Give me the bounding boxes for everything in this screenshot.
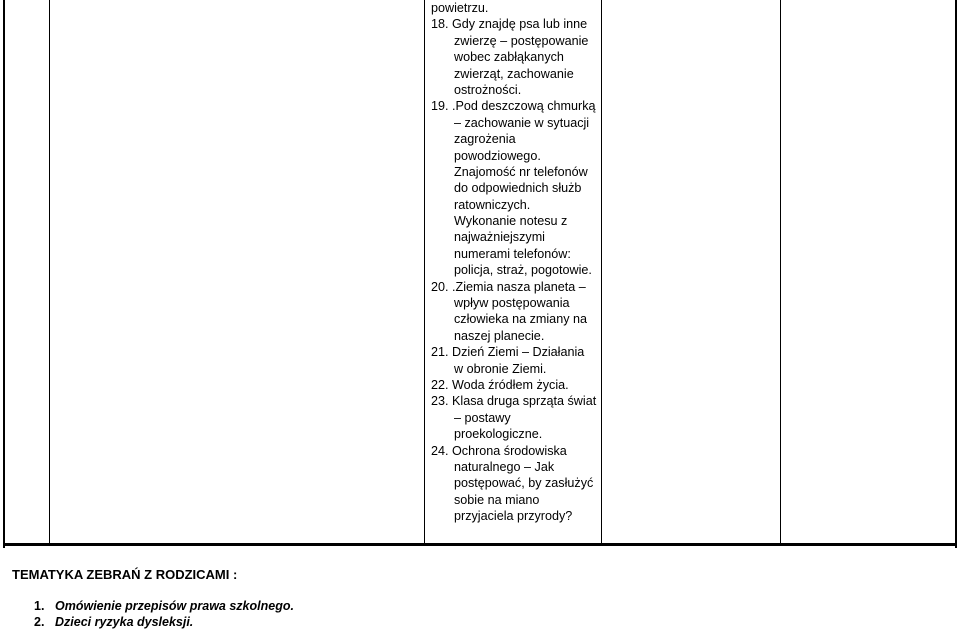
cell-line: wobec zabłąkanych [454,50,564,65]
cell-line: proekologiczne. [454,427,543,442]
cell-line: 21. Dzień Ziemi – Działania [431,345,585,360]
cell-line: policja, straż, pogotowie. [454,263,592,278]
list-item [34,598,294,614]
cell-line: najważniejszymi [454,230,545,245]
meetings-list [34,598,294,630]
cell-line: powietrzu. [431,1,489,15]
list-item-number: 2. [34,615,45,629]
cell-line: ostrożności. [454,82,522,97]
cell-line: zwierząt, zachowanie [454,66,574,81]
cell-line: 20. .Ziemia nasza planeta – [431,279,586,294]
cell-line: 18. Gdy znajdę psa lub inne [431,17,588,32]
table-border-col1 [49,0,50,546]
table-border-right [955,0,957,548]
list-item-number: 1. [34,599,45,613]
list-item [34,614,294,630]
cell-line: naszej planecie. [454,328,545,343]
table-border-left [3,0,5,548]
cell-line: naturalnego – Jak [454,459,555,474]
cell-line: – zachowanie w sytuacji [454,115,590,130]
cell-line: sobie na miano [454,492,540,507]
cell-line: powodziowego. [454,148,541,163]
section-heading: TEMATYKA ZEBRAŃ Z RODZICAMI : [12,567,238,582]
cell-line: 19. .Pod deszczową chmurką [431,99,596,114]
table-cell-topics [431,0,601,525]
cell-line: człowieka na zmiany na [454,312,587,327]
cell-line: zwierzę – postępowanie [454,33,589,48]
cell-line: ratowniczych. [454,197,531,212]
cell-line: do odpowiednich służb [454,181,582,196]
cell-line: postępować, by zasłużyć [454,476,594,491]
cell-line: Znajomość nr telefonów [454,164,588,179]
cell-line: – postawy [454,410,511,425]
table-border-col2 [424,0,425,546]
list-item-text: Omówienie przepisów prawa szkolnego. [55,599,294,613]
cell-line: zagrożenia [454,132,516,147]
list-item-text: Dzieci ryzyka dysleksji. [55,615,194,629]
cell-line: 24. Ochrona środowiska [431,443,567,458]
cell-line: 22. Woda źródłem życia. [431,377,569,392]
cell-line: przyjaciela przyrody? [454,509,573,524]
cell-line: wpływ postępowania [454,296,570,311]
table-border-col3 [601,0,602,546]
cell-line: 23. Klasa druga sprząta świat [431,394,597,409]
cell-line: Wykonanie notesu z [454,214,568,229]
cell-line: numerami telefonów: [454,246,571,261]
table-border-col4 [780,0,781,546]
table-border-bottom [3,543,957,546]
cell-line: w obronie Ziemi. [454,361,547,376]
